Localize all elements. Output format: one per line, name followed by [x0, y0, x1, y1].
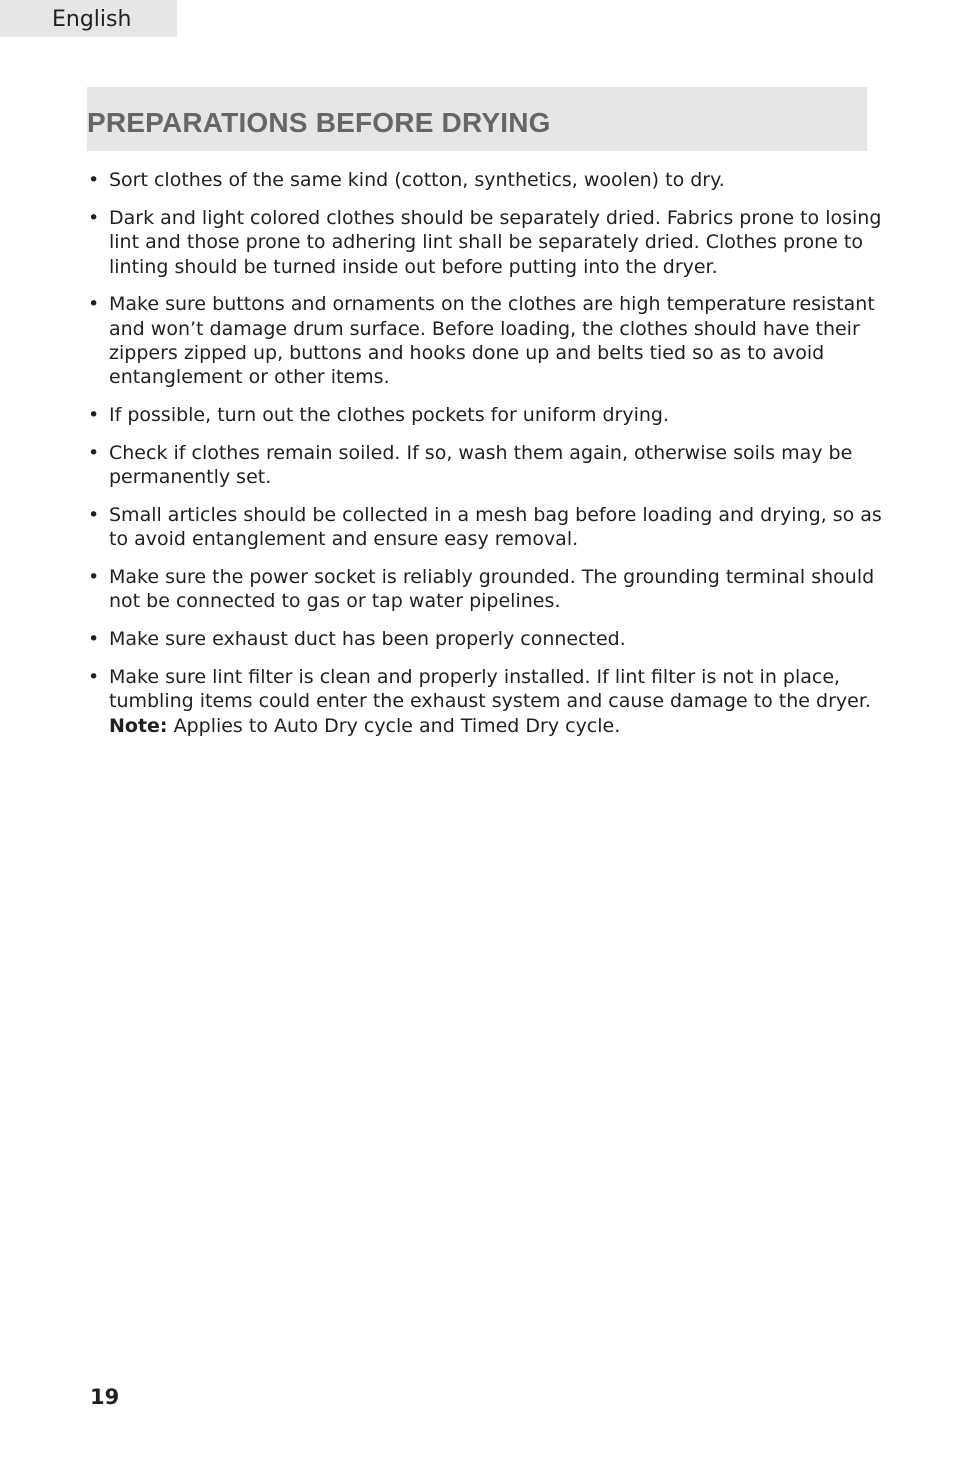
list-item-text: Small articles should be collected in a mesh bag before loading and drying, so as to avoid entanglement and ensure easy removal.	[109, 503, 882, 551]
bullet-icon: •	[88, 293, 100, 316]
list-item	[88, 627, 888, 651]
preparation-list	[88, 168, 888, 751]
list-item-text: Make sure lint filter is clean and properly installed. If lint filter is not in place, tumbling items could enter the exhaust system and cause damage to the dryer.	[109, 665, 871, 713]
bullet-icon: •	[88, 206, 100, 229]
list-item	[88, 665, 888, 738]
list-item-text: Make sure buttons and ornaments on the clothes are high temperature resistant and won’t damage drum surface. Before loading, the clothes should have their zippers zipped up, buttons and hooks done up and belts tied so as to avoid entanglement or other items.	[109, 293, 875, 389]
language-label: English	[52, 7, 132, 32]
section-title: PREPARATIONS BEFORE DRYING	[87, 107, 551, 138]
list-item	[88, 292, 888, 390]
bullet-icon: •	[88, 441, 100, 464]
list-item-text: Make sure the power socket is reliably grounded. The grounding terminal should not be connected to gas or tap water pipelines.	[109, 566, 875, 613]
note-label: Note:	[109, 714, 168, 737]
language-tab	[0, 0, 177, 37]
bullet-icon: •	[88, 628, 100, 651]
bullet-icon: •	[88, 503, 100, 526]
bullet-icon: •	[88, 404, 100, 427]
section-title-bar	[87, 87, 867, 151]
list-item	[88, 403, 888, 427]
bullet-icon: •	[88, 665, 100, 688]
note-text: Applies to Auto Dry cycle and Timed Dry cycle.	[167, 714, 621, 737]
list-item	[88, 168, 888, 192]
list-item	[88, 441, 888, 490]
bullet-icon: •	[88, 169, 100, 191]
list-item-text: Sort clothes of the same kind (cotton, synthetics, woolen) to dry.	[109, 169, 725, 191]
page-number: 19	[90, 1385, 120, 1409]
list-item-text: Check if clothes remain soiled. If so, wash them again, otherwise soils may be permanently set.	[109, 441, 853, 489]
list-item-text: If possible, turn out the clothes pockets for uniform drying.	[109, 404, 670, 427]
list-item	[88, 565, 888, 614]
list-item-text: Dark and light colored clothes should be separately dried. Fabrics prone to losing lint and those prone to adhering lint shall be separately dried. Clothes prone to linting should be turned inside out before putting into the dryer.	[109, 206, 882, 278]
list-item	[88, 206, 888, 279]
list-item	[88, 503, 888, 552]
list-item-text: Make sure exhaust duct has been properly connected.	[109, 628, 626, 651]
bullet-icon: •	[88, 566, 100, 589]
